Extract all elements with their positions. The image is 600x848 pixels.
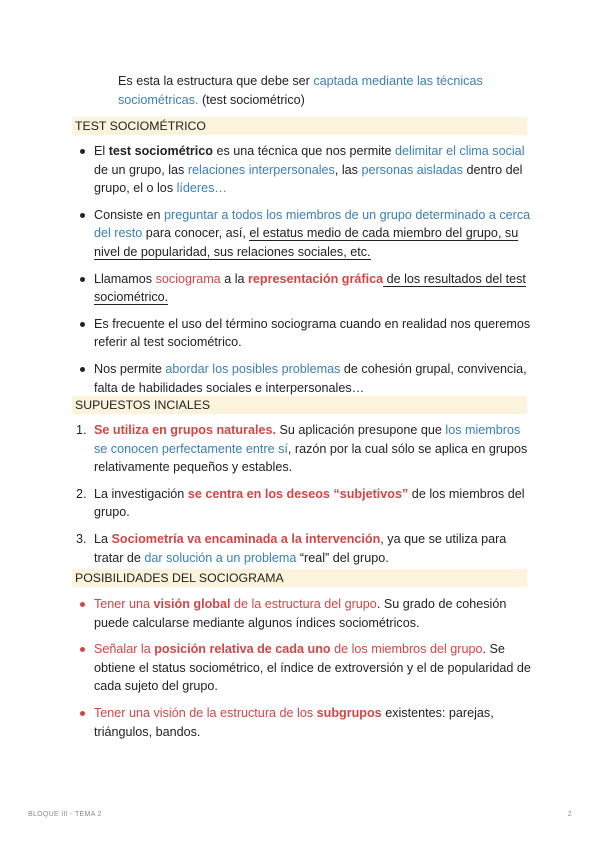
bullet-icon [80,602,85,607]
list-item: Señalar la posición relativa de cada uno de los miembros del grupo. Se obtiene el status sociométrico, el índice de extroversión y el de popularidad de cada sujeto del grupo. [72,640,532,696]
list-item: 1. Se utiliza en grupos naturales. Su aplicación presupone que los miembros se conocen perfectamente entre sí, razón por la cual sólo se aplica en grupos relativamente pequeños y estables. [76,423,528,475]
bullet-icon [80,277,85,282]
list-item: Consiste en preguntar a todos los miembros de un grupo determinado a cerca del resto para conocer, así, el estatus medio de cada miembro del grupo, su nivel de popularidad, sus relaciones sociales, etc. [72,206,532,262]
list-item: Tener una visión de la estructura de los subgrupos existentes: parejas, triángulos, bandos. [72,704,532,741]
section-header-posibilidades: POSIBILIDADES DEL SOCIOGRAMA [72,569,527,587]
page-number: 2 [567,811,572,818]
list-item: Es frecuente el uso del término sociograma cuando en realidad nos queremos referir al test sociométrico. [72,315,532,352]
bullet-icon [80,149,85,154]
list-item: Nos permite abordar los posibles problemas de cohesión grupal, convivencia, falta de habilidades sociales e interpersonales… [72,360,532,397]
bullet-icon [80,647,85,652]
section-header-supuestos: SUPUESTOS INCIALES [72,396,527,414]
intro-paragraph: Es esta la estructura que debe ser captada mediante las técnicas sociométricas. (test sociométrico) [118,74,483,107]
list-item: Llamamos sociograma a la representación gráfica de los resultados del test sociométrico. [72,270,532,307]
list-item: El test sociométrico es una técnica que nos permite delimitar el clima social de un grupo, las relaciones interpersonales, las personas aisladas dentro del grupo, el o los líderes… [72,142,532,198]
test-list [72,142,532,405]
footer-left: BLOQUE III - TEMA 2 [28,811,102,818]
bullet-icon [80,711,85,716]
supuestos-list [72,421,532,575]
bullet-icon [80,322,85,327]
bullet-icon [80,213,85,218]
list-item: 3. La Sociometría va encaminada a la intervención, ya que se utiliza para tratar de dar solución a un problema “real” del grupo. [76,531,507,565]
list-item: 2. La investigación se centra en los deseos “subjetivos” de los miembros del grupo. [76,486,525,520]
section-header-test: TEST SOCIOMÉTRICO [72,117,527,135]
intro-highlight: captada mediante las técnicas sociométricas. [118,74,483,107]
posibilidades-list [72,595,532,749]
list-item: Tener una visión global de la estructura del grupo. Su grado de cohesión puede calcularse mediante algunos índices sociométricos. [72,595,532,632]
bullet-icon [80,367,85,372]
